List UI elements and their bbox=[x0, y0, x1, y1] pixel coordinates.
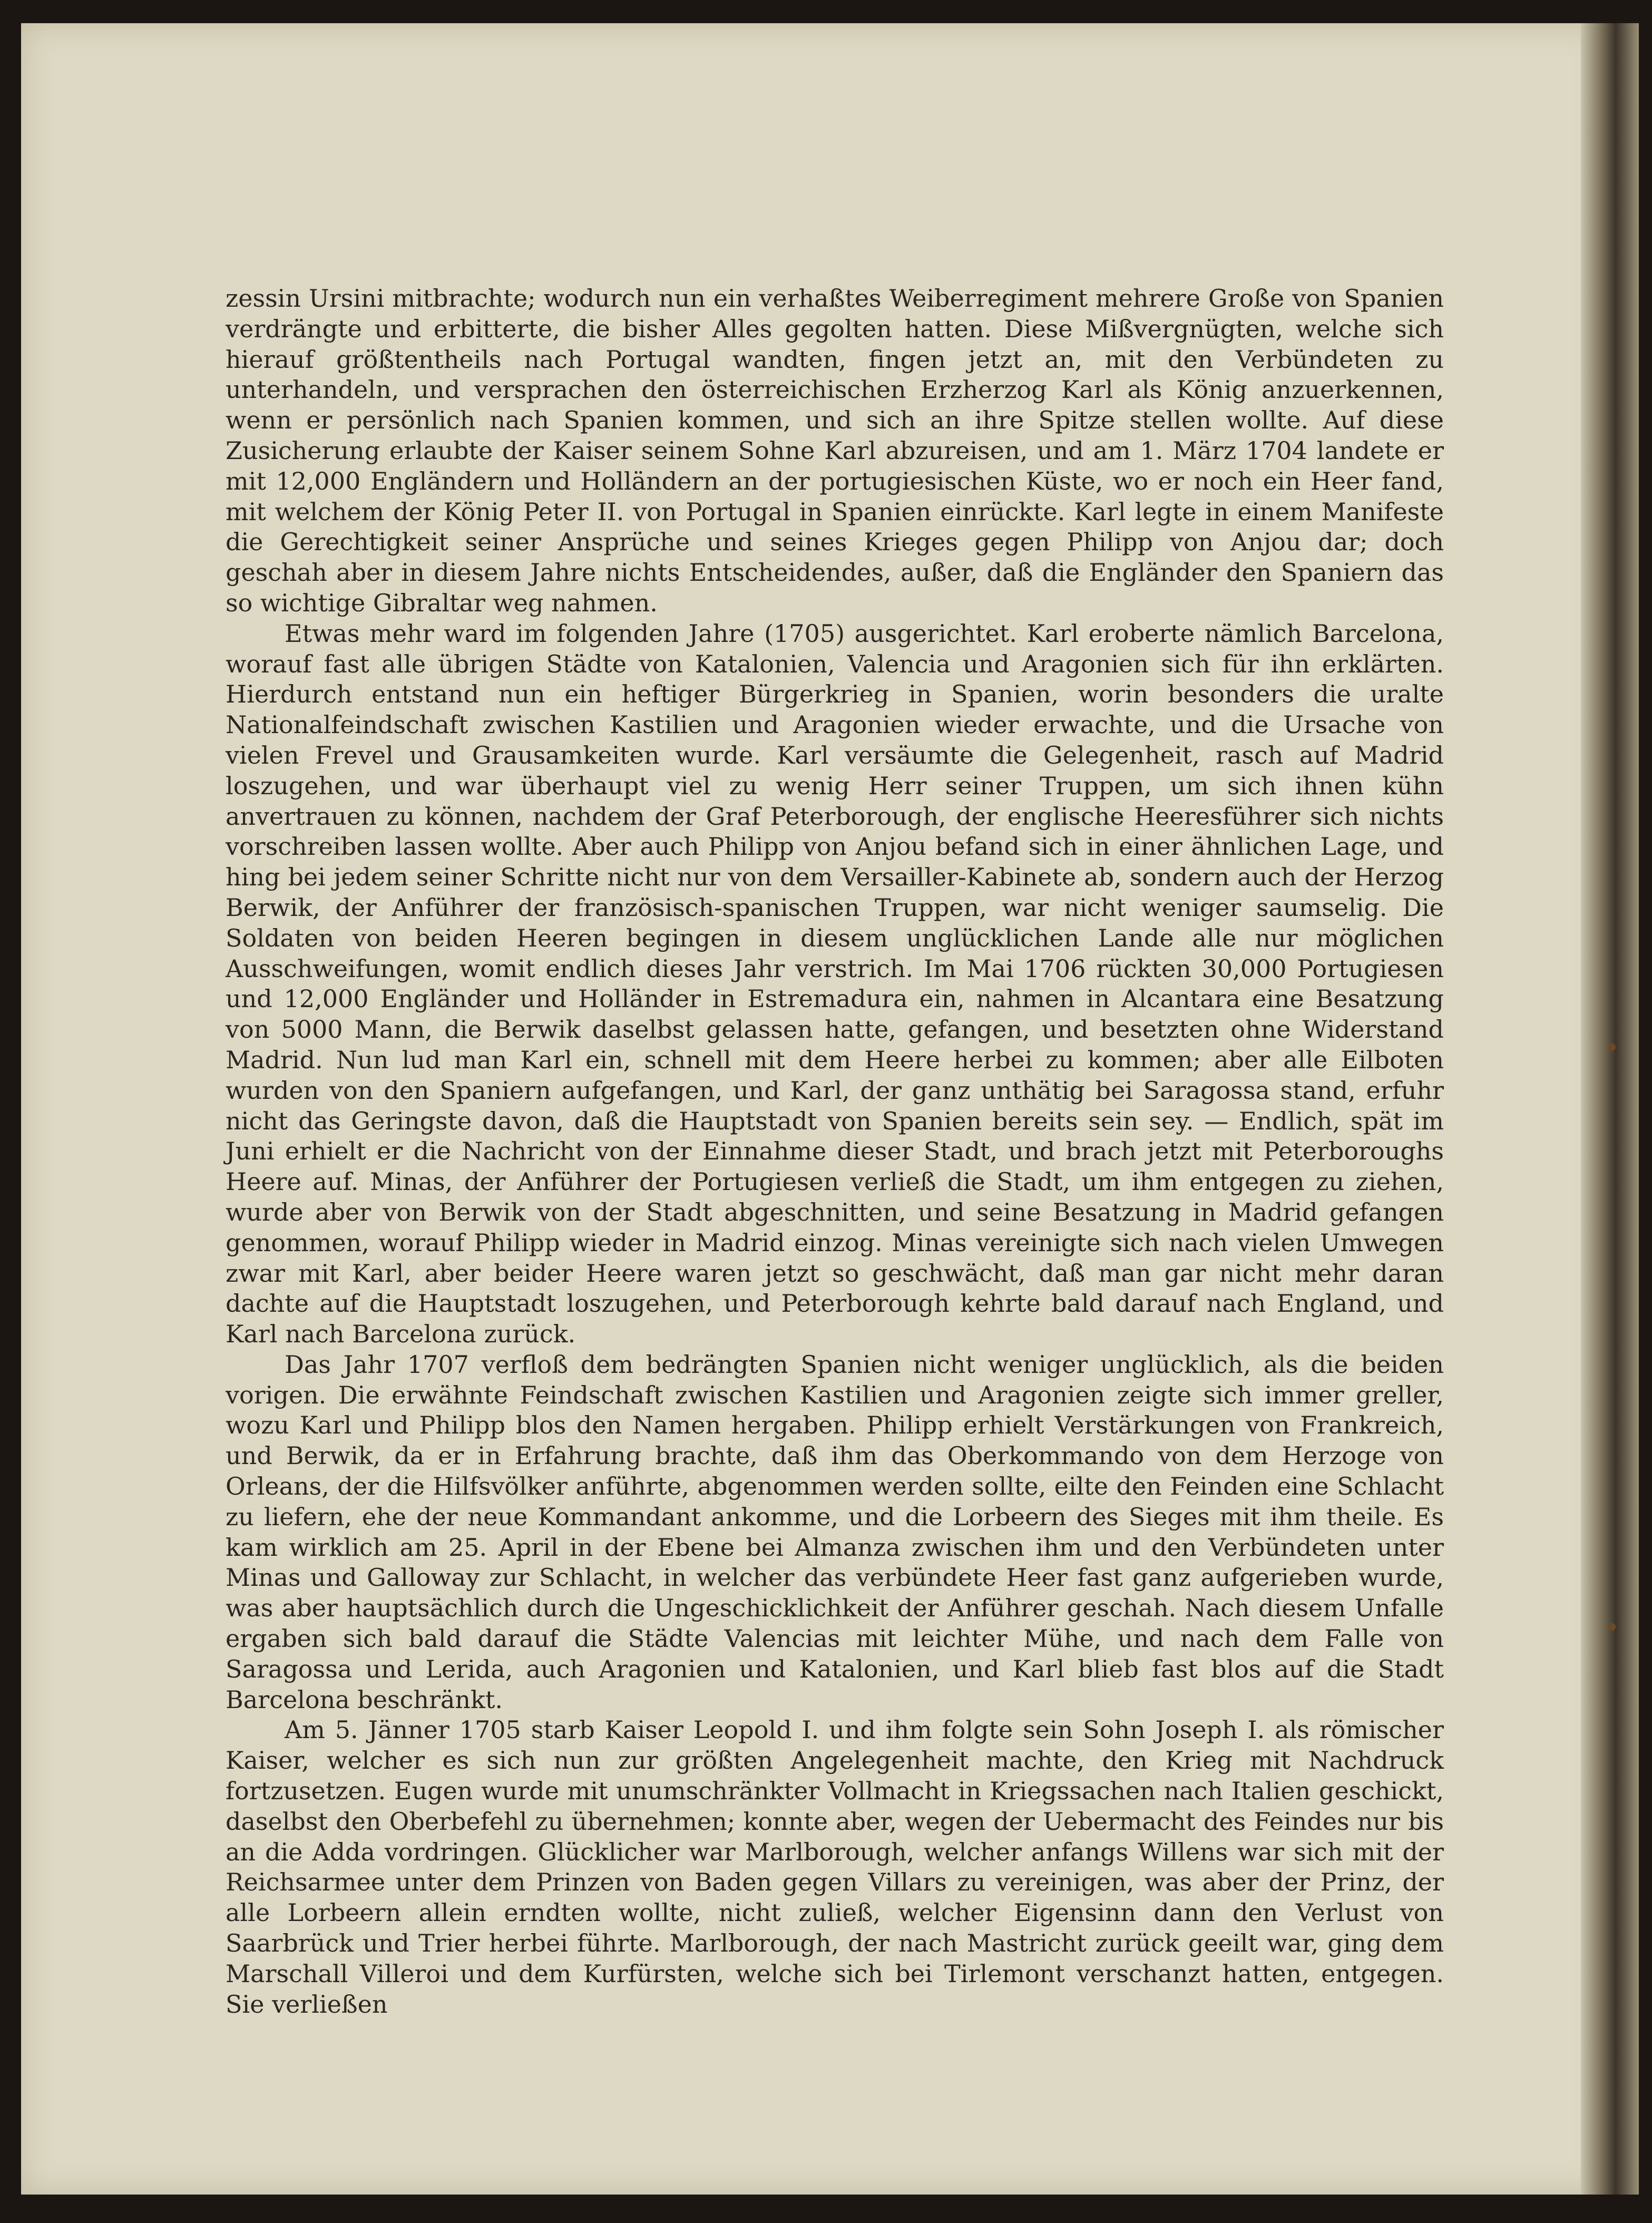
binding-thread-mark bbox=[1608, 1044, 1616, 1051]
body-text bbox=[226, 284, 1444, 2020]
paragraph-3: Das Jahr 1707 verfloß dem bedrängten Spanien nicht weniger unglücklich, als die beiden vorigen. Die erwähnte Feindschaft zwischen Kastilien und Aragonien zeigte sich immer greller, wozu Karl und Philipp blos den Namen hergaben. Philipp erhielt Verstärkungen von Frankreich, und Berwik, da er in Erfahrung brachte, daß ihm das Oberkommando von dem Herzoge von Orleans, der die Hilfsvölker anführte, abgenommen werden sollte, eilte den Feinden eine Schlacht zu liefern, ehe der neue Kommandant ankomme, und die Lorbeern des Sieges mit ihm theile. Es kam wirklich am 25. April in der Ebene bei Almanza zwischen ihm und den Verbündeten unter Minas und Galloway zur Schlacht, in welcher das verbündete Heer fast ganz aufgerieben wurde, was aber hauptsächlich durch die Ungeschicklichkeit der Anführer geschah. Nach diesem Unfalle ergaben sich bald darauf die Städte Valencias mit leichter Mühe, und nach dem Falle von Saragossa und Lerida, auch Aragonien und Katalonien, und Karl blieb fast blos auf die Stadt Barcelona beschränkt. bbox=[226, 1350, 1444, 1714]
paragraph-1: zessin Ursini mitbrachte; wodurch nun ein verhaßtes Weiberregiment mehrere Große von Spanien verdrängte und erbitterte, die bisher Alles gegolten hatten. Diese Mißvergnügten, welche sich hierauf größtentheils nach Portugal wandten, fingen jetzt an, mit den Verbündeten zu unterhandeln, und versprachen den österreichischen Erzherzog Karl als König anzuerkennen, wenn er persönlich nach Spanien kommen, und sich an ihre Spitze stellen wollte. Auf diese Zusicherung erlaubte der Kaiser seinem Sohne Karl abzureisen, und am 1. März 1704 landete er mit 12,000 Engländern und Holländern an der portugiesischen Küste, wo er noch ein Heer fand, mit welchem der König Peter II. von Portugal in Spanien einrückte. Karl legte in einem Manifeste die Gerechtigkeit seiner Ansprüche und seines Krieges gegen Philipp von Anjou dar; doch geschah aber in diesem Jahre nichts Entscheidendes, außer, daß die Engländer den Spaniern das so wichtige Gibraltar weg nahmen. bbox=[226, 284, 1444, 617]
paragraph-2: Etwas mehr ward im folgenden Jahre (1705) ausgerichtet. Karl eroberte nämlich Barcelona, worauf fast alle übrigen Städte von Katalonien, Valencia und Aragonien sich für ihn erklärten. Hierdurch entstand nun ein heftiger Bürgerkrieg in Spanien, worin besonders die uralte Nationalfeindschaft zwischen Kastilien und Aragonien wieder erwachte, und die Ursache von vielen Frevel und Grausamkeiten wurde. Karl versäumte die Gelegenheit, rasch auf Madrid loszugehen, und war überhaupt viel zu wenig Herr seiner Truppen, um sich ihnen kühn anvertrauen zu können, nachdem der Graf Peterborough, der englische Heeresführer sich nichts vorschreiben lassen wollte. Aber auch Philipp von Anjou befand sich in einer ähnlichen Lage, und hing bei jedem seiner Schritte nicht nur von dem Versailler-Kabinete ab, sondern auch der Herzog Berwik, der Anführer der französisch-spanischen Truppen, war nicht weniger saumselig. Die Soldaten von beiden Heeren begingen in diesem unglücklichen Lande alle nur möglichen Ausschweifungen, womit endlich dieses Jahr verstrich. Im Mai 1706 rückten 30,000 Portugiesen und 12,000 Engländer und Holländer in Estremadura ein, nahmen in Alcantara eine Besatzung von 5000 Mann, die Berwik daselbst gelassen hatte, gefangen, und besetzten ohne Widerstand Madrid. Nun lud man Karl ein, schnell mit dem Heere herbei zu kommen; aber alle Eilboten wurden von den Spaniern aufgefangen, und Karl, der ganz unthätig bei Saragossa stand, erfuhr nicht das Geringste davon, daß die Hauptstadt von Spanien bereits sein sey. — Endlich, spät im Juni erhielt er die Nachricht von der Einnahme dieser Stadt, und brach jetzt mit Peterboroughs Heere auf. Minas, der Anführer der Portugiesen verließ die Stadt, um ihm entgegen zu ziehen, wurde aber von Berwik von der Stadt abgeschnitten, und seine Besatzung in Madrid gefangen genommen, worauf Philipp wieder in Madrid einzog. Minas vereinigte sich nach vielen Umwegen zwar mit Karl, aber beider Heere waren jetzt so geschwächt, daß man gar nicht mehr daran dachte auf die Hauptstadt loszugehen, und Peterborough kehrte bald darauf nach England, und Karl nach Barcelona zurück. bbox=[226, 619, 1444, 1349]
paragraph-4: Am 5. Jänner 1705 starb Kaiser Leopold I. und ihm folgte sein Sohn Joseph I. als römischer Kaiser, welcher es sich nun zur größten Angelegenheit machte, den Krieg mit Nachdruck fortzusetzen. Eugen wurde mit unumschränkter Vollmacht in Kriegssachen nach Italien geschickt, daselbst den Oberbefehl zu übernehmen; konnte aber, wegen der Uebermacht des Feindes nur bis an die Adda vordringen. Glücklicher war Marlborough, welcher anfangs Willens war sich mit der Reichsarmee unter dem Prinzen von Baden gegen Villars zu vereinigen, was aber der Prinz, der alle Lorbeern allein erndten wollte, nicht zuließ, welcher Eigensinn dann den Verlust von Saarbrück und Trier herbei führte. Marlborough, der nach Mastricht zurück geeilt war, ging dem Marschall Villeroi und dem Kurfürsten, welche sich bei Tirlemont verschanzt hatten, entgegen. Sie verließen bbox=[226, 1715, 1444, 2019]
binding-thread-mark bbox=[1608, 1623, 1616, 1631]
book-gutter bbox=[1581, 23, 1639, 2195]
